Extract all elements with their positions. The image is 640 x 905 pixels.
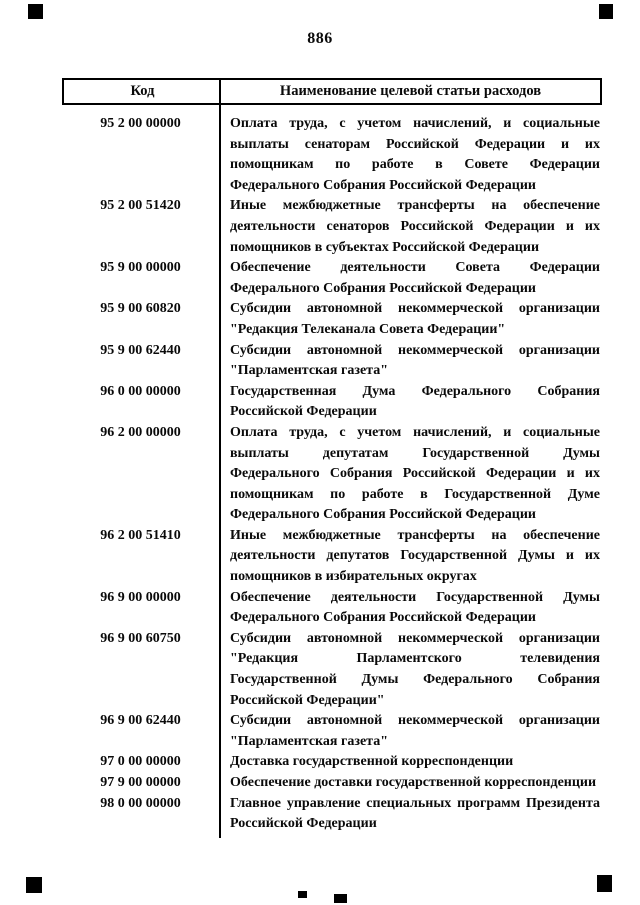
table-row — [62, 794, 602, 835]
row-name: Субсидии автономной некоммерческой организации "Парламентская газета" — [230, 713, 600, 749]
table-header — [62, 78, 602, 105]
registration-mark-top-right — [599, 4, 613, 19]
row-name: Субсидии автономной некоммерческой организации "Парламентская газета" — [230, 342, 600, 379]
page-number: 886 — [307, 30, 333, 47]
row-name: Оплата труда, с учетом начислений, и социальные выплаты сенаторам Российской Федерации и их помощникам по работе в Совете Федерации Федерального Собрания Российской Федерации — [230, 116, 600, 193]
row-code: 95 9 00 00000 — [100, 260, 181, 276]
row-code: 96 2 00 51410 — [100, 527, 181, 543]
column-divider — [219, 78, 221, 838]
row-name: Обеспечение доставки государственной корреспонденции — [230, 775, 597, 790]
registration-mark-top-left — [28, 4, 43, 19]
table-row — [62, 711, 602, 752]
row-name: Оплата труда, с учетом начислений, и социальные выплаты депутатам Государственной Думы Федерального Собрания Российской Федерации и их помощникам по работе в Государственной Думе Федерального Собрания Российской Федерации — [230, 424, 600, 523]
expense-table — [62, 78, 602, 838]
row-name: Иные межбюджетные трансферты на обеспечение деятельности сенаторов Российской Федерации и их помощников в субъектах Российской Федерации — [230, 198, 600, 255]
row-code: 97 0 00 00000 — [100, 754, 181, 770]
table-row — [62, 752, 602, 773]
row-name: Обеспечение деятельности Государственной Думы Федерального Собрания Российской Федерации — [230, 589, 600, 626]
row-name: Субсидии автономной некоммерческой организации "Редакция Телеканала Совета Федерации" — [230, 301, 600, 337]
row-code: 96 0 00 00000 — [100, 383, 181, 399]
registration-mark-bottom-center-2 — [334, 894, 347, 903]
table-row — [62, 526, 602, 588]
registration-mark-bottom-left — [26, 877, 42, 893]
table-row — [62, 588, 602, 629]
row-name: Доставка государственной корреспонденции — [230, 754, 514, 770]
row-code: 97 9 00 00000 — [100, 775, 181, 790]
row-code: 98 0 00 00000 — [100, 795, 181, 811]
row-code: 96 9 00 00000 — [100, 589, 181, 605]
header-code: Код — [130, 83, 155, 99]
row-name: Иные межбюджетные трансферты на обеспечение деятельности депутатов Государственной Думы и их помощников в избирательных округах — [230, 527, 600, 585]
row-code: 96 9 00 62440 — [100, 713, 181, 729]
table-row — [62, 258, 602, 299]
table-row — [62, 341, 602, 382]
row-name: Главное управление специальных программ Президента Российской Федерации — [230, 795, 600, 832]
table-row — [62, 196, 602, 258]
row-code: 95 9 00 60820 — [100, 301, 181, 317]
row-code: 95 2 00 51420 — [100, 198, 181, 214]
table-row — [62, 773, 602, 794]
registration-mark-bottom-right — [597, 875, 612, 892]
row-code: 96 9 00 60750 — [100, 630, 181, 646]
table-row — [62, 629, 602, 711]
table-body — [62, 105, 602, 838]
row-code: 96 2 00 00000 — [100, 424, 181, 440]
row-name: Государственная Дума Федерального Собрания Российской Федерации — [230, 383, 600, 420]
row-name: Субсидии автономной некоммерческой организации "Редакция Парламентского телевидения Государственной Думы Федерального Собрания Российской Федерации" — [230, 630, 600, 708]
table-row — [62, 114, 602, 196]
row-code: 95 2 00 00000 — [100, 116, 181, 131]
table-row — [62, 423, 602, 526]
row-code: 95 9 00 62440 — [100, 342, 181, 358]
header-name: Наименование целевой статьи расходов — [279, 83, 542, 99]
table-row — [62, 299, 602, 340]
row-name: Обеспечение деятельности Совета Федерации Федерального Собрания Российской Федерации — [230, 260, 600, 296]
registration-mark-bottom-center-1 — [298, 891, 307, 898]
table-row — [62, 382, 602, 423]
